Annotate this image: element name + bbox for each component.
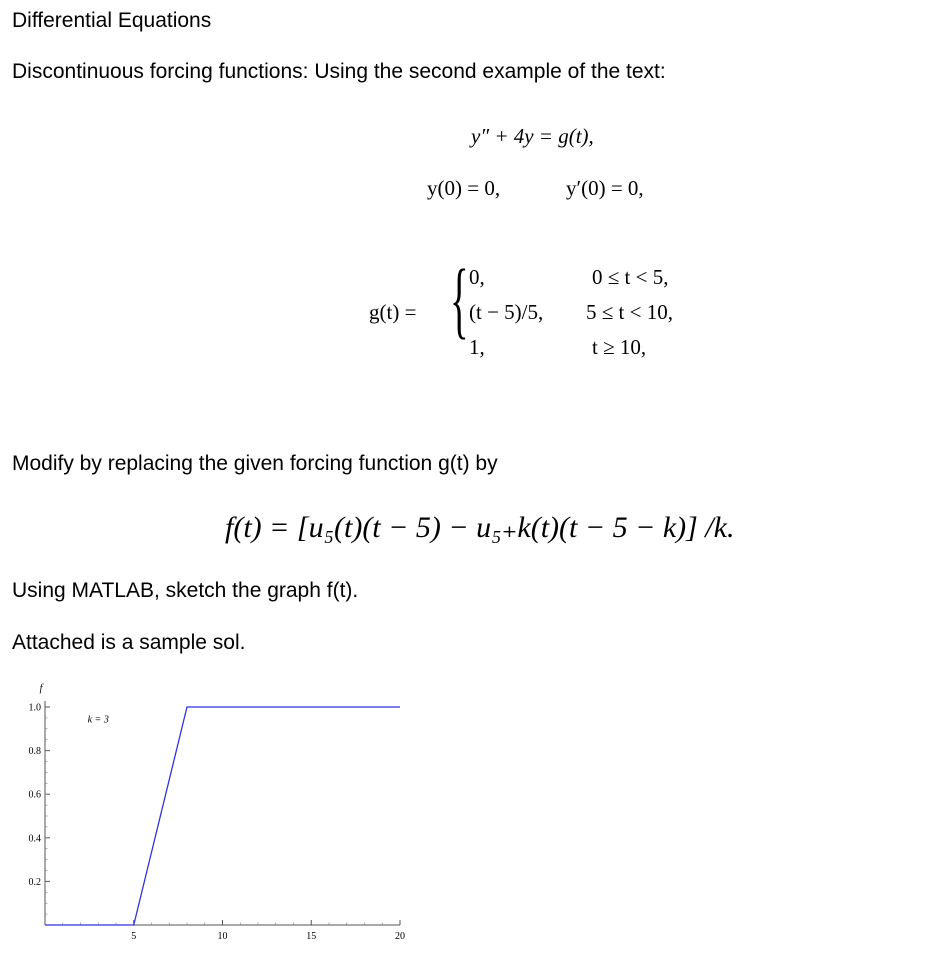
g-case-1-cond: 0 ≤ t < 5, xyxy=(592,265,669,289)
g-case-2-expr: (t − 5)/5, xyxy=(469,300,544,324)
initial-condition-yprime: y′(0) = 0, xyxy=(566,176,644,200)
f-series-line xyxy=(45,707,400,925)
g-case-3-cond: t ≥ 10, xyxy=(592,335,647,359)
y-axis-label: f xyxy=(39,683,43,694)
y-tick-label: 1.0 xyxy=(28,702,41,714)
initial-condition-y: y(0) = 0, xyxy=(427,176,501,200)
g-label: g(t) = xyxy=(369,300,417,324)
piecewise-brace: { xyxy=(450,251,469,347)
y-tick-label: 0.8 xyxy=(28,746,41,758)
y-tick-label: 0.2 xyxy=(28,876,41,888)
y-tick-label: 0.4 xyxy=(28,833,41,845)
matlab-instruction: Using MATLAB, sketch the graph f(t). xyxy=(12,579,359,602)
attached-note: Attached is a sample sol. xyxy=(12,631,246,654)
k-annotation: k = 3 xyxy=(87,714,109,726)
g-case-3-expr: 1, xyxy=(469,335,485,359)
x-tick-label: 20 xyxy=(395,931,405,942)
x-tick-label: 15 xyxy=(306,931,317,942)
modify-text: Modify by replacing the given forcing function g(t) by xyxy=(12,452,498,475)
y-tick-label: 0.6 xyxy=(28,789,41,801)
intro-text: Discontinuous forcing functions: Using the second example of the text: xyxy=(12,60,666,83)
g-case-2-cond: 5 ≤ t < 10, xyxy=(586,300,673,324)
ode-equation: y″ + 4y = g(t), xyxy=(471,124,594,148)
f-definition: f(t) = [u₅(t)(t − 5) − u₅₊k(t)(t − 5 − k)] /k. xyxy=(225,511,735,544)
doc-title: Differential Equations xyxy=(12,9,212,32)
x-tick-label: 10 xyxy=(217,931,228,942)
x-tick-label: 5 xyxy=(131,931,137,942)
g-case-1-expr: 0, xyxy=(469,265,485,289)
sample-solution-chart xyxy=(0,665,420,955)
